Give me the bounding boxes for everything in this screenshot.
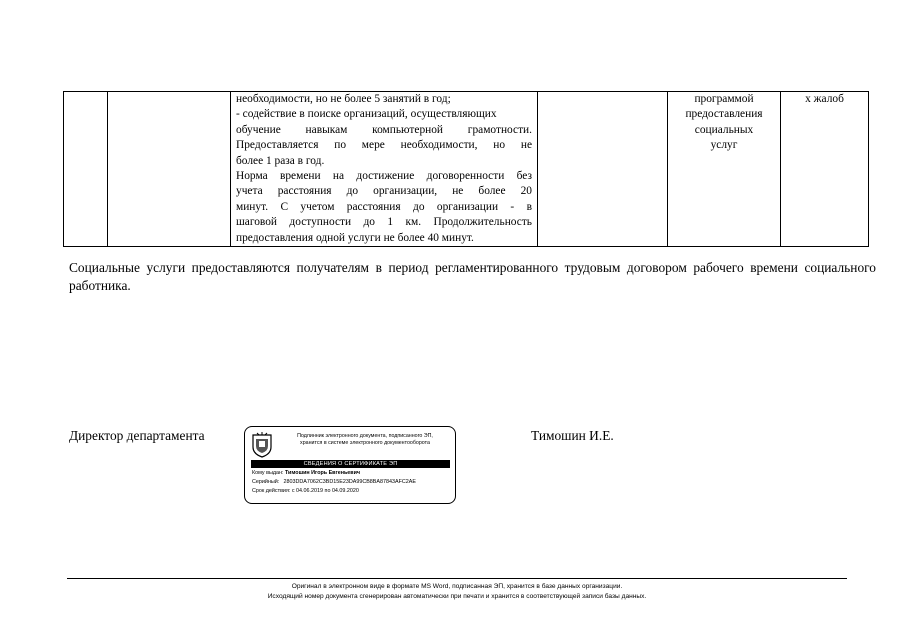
certificate-serial-label: Серийный:: [252, 479, 280, 485]
e-signature-stamp: [244, 426, 456, 504]
certificate-owner: [252, 470, 360, 477]
stamp-caption-line: хранится в системе электронного документооборота: [300, 439, 430, 446]
stamp-caption-line: Подлинник электронного документа, подписанного ЭП,: [297, 433, 433, 439]
signatory-title: Директор департамента: [69, 428, 205, 443]
condition-line: предоставления: [685, 108, 763, 121]
certificate-validity: Срок действия: с 04.06.2019 по 04.09.2020: [252, 488, 359, 494]
condition-line: социальных: [694, 123, 754, 136]
table-cell-service-name: [108, 92, 231, 247]
table-cell-description: [231, 92, 538, 247]
description-line: учета расстояния до организации, не более 20: [236, 185, 532, 198]
certificate-owner-label: Кому выдан:: [252, 470, 284, 476]
footer-divider: [67, 578, 847, 579]
description-line: предоставления одной услуги не более 40 минут.: [236, 231, 474, 244]
certificate-owner-value: Тимошин Игорь Евгеньевич: [284, 470, 361, 476]
description-line: минут. С учетом расстояния до организации - в: [236, 200, 532, 213]
services-table: [63, 91, 869, 247]
table-row: [64, 92, 869, 247]
stamp-caption: [276, 433, 454, 447]
description-line: более 1 раза в год.: [236, 154, 325, 167]
description-line: Предоставляется по мере необходимости, но не: [236, 139, 532, 152]
body-paragraph: Социальные услуги предоставляются получателям в период регламентированного трудовым договором рабочего времени социального работника.: [69, 260, 876, 293]
table-cell-complaints: х жалоб: [781, 92, 869, 247]
table-cell-number: [64, 92, 108, 247]
certificate-header: СВЕДЕНИЯ О СЕРТИФИКАТЕ ЭП: [251, 460, 450, 468]
signatory-name: Тимошин И.Е.: [531, 428, 614, 443]
footer-line: Исходящий номер документа сгенерирован автоматически при печати и хранится в соответствующей записи базы данных.: [267, 593, 647, 600]
description-line: Норма времени на достижение договоренности без: [236, 170, 532, 183]
certificate-serial-value: 2803DDA7062C3BD15E23DA99CB8BA87843AFC2AE: [283, 479, 416, 485]
description-line: необходимости, но не более 5 занятий в год;: [236, 93, 451, 105]
coat-of-arms-icon: [251, 432, 273, 458]
description-line: шаговой доступности до 1 км. Продолжительность: [236, 216, 532, 229]
description-line: - содействие в поиске организаций, осуществляющих: [236, 108, 497, 121]
table-cell-empty: [538, 92, 668, 247]
condition-line: услуг: [710, 139, 738, 152]
table-cell-condition: [668, 92, 781, 247]
description-line: обучение навыкам компьютерной грамотности.: [236, 123, 532, 136]
condition-line: программой: [694, 93, 754, 105]
footer-line: Оригинал в электронном виде в формате MS Word, подписанная ЭП, хранится в базе данных организации.: [291, 583, 623, 590]
certificate-serial: [252, 479, 416, 486]
